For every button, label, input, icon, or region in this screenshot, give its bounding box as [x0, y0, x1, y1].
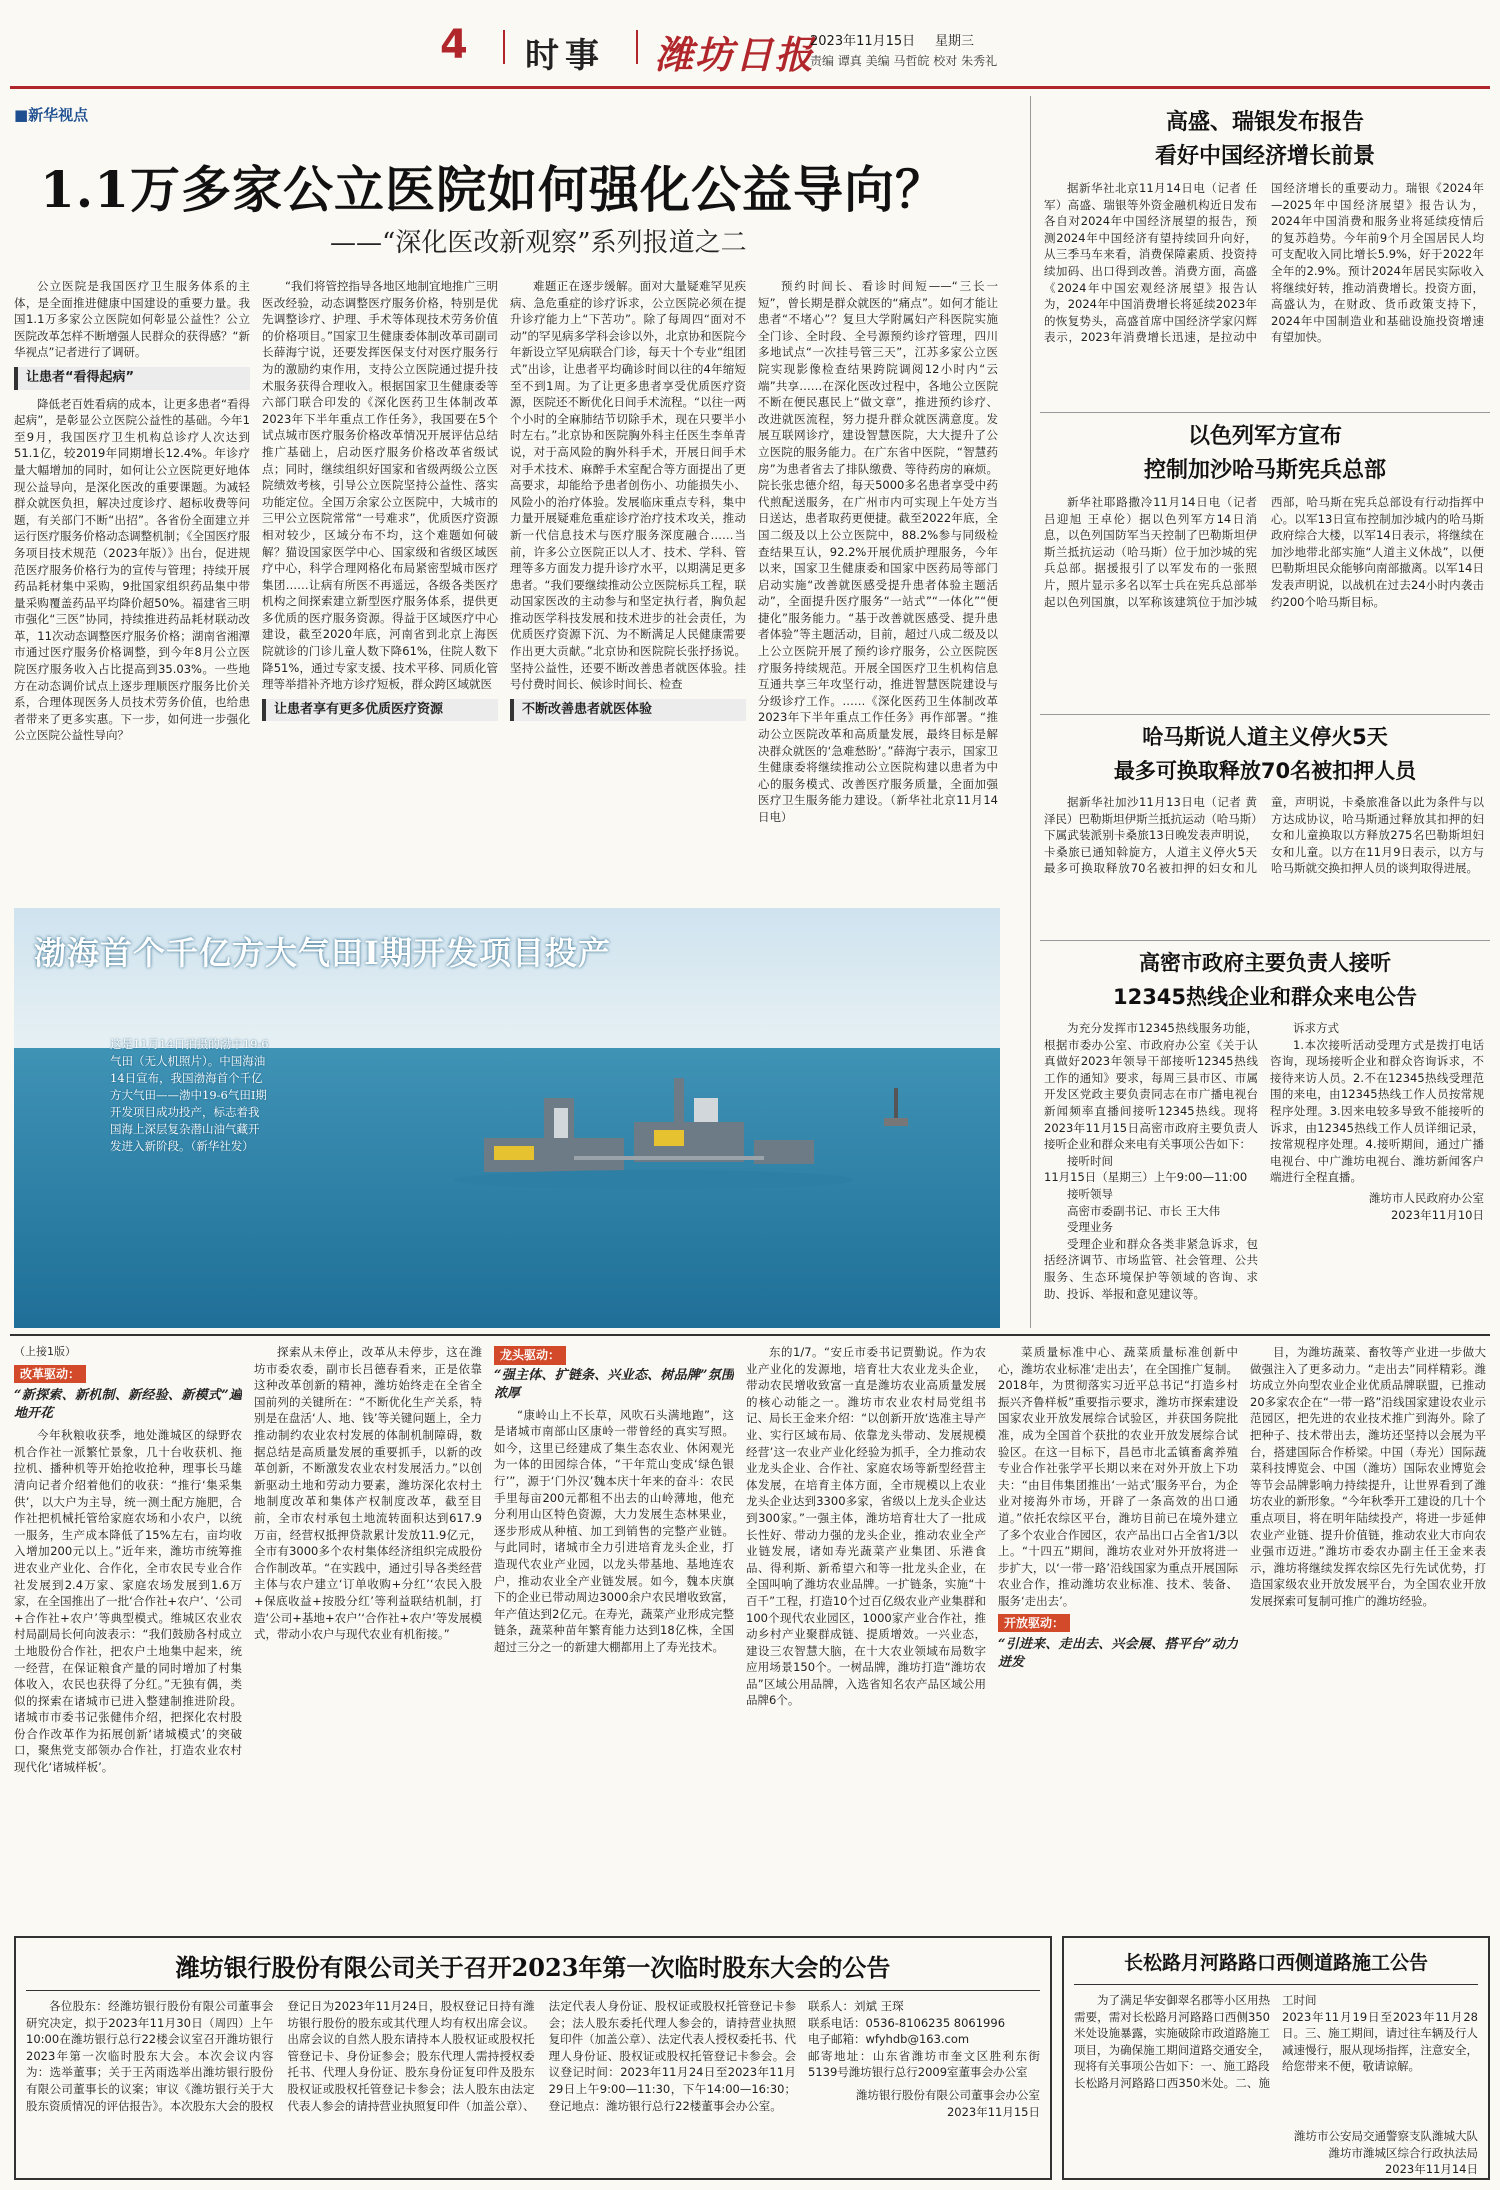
lead-text-col1: 降低老百姓看病的成本，让更多患者“看得起病”，是彰显公立医院公益性的基础。今年1至9月，我国医疗卫生机构总诊疗人次达到51.1亿，较2019年同期增长12.4%。年诊疗量大幅增加的同时，如何让公立医院更好地体现公益导向，是深化医改的重要课题。为减轻群众就医负担，解决过度诊疗、超标收费等问题，有关部门不断“出招”。各省份全面建立并运行医疗服务价格动态调整机制；《全国医疗服务项目技术规范（2023年版）》出台，促进规范医疗服务价格行为的宣传与管理；持续开展药品耗材集中采购，9批国家组织药品集中带量采购覆盖药品平均降价超50%。福建省三明市强化“三医”协同，持续推进药品耗材联动改革，11次动态调整医疗服务价格；湖南省湘潭市通过医疗服务价格调整，到今年8月公立医院医疗服务收入占比提高到35.03%。一些地方在动态调价试点上逐步理顺医疗服务比价关系，合理体现医务人员技术劳务价值，也给患者带来了更多实惠。下一步，如何进一步强化公立医院公益性导向？	[14, 396, 250, 743]
tag-reform: 改革驱动：	[14, 1365, 86, 1384]
lower-text-5a: 菜质量标准中心、蔬菜质量标准创新中心，潍坊农业标准‘走出去’，在全国推广复制。2018年，为贯彻落实习近平总书记“打造乡村振兴齐鲁样板”重要指示要求，潍坊市探索建设国家农业开放发展综合试验区，并获国务院批准，成为全国首个获批的农业开放发展综合试验区。在这一目标下，昌邑市北孟镇畜禽养殖专业合作社张学平长期以来在对外开放上下功夫：“由目伟集团推出‘一站式’服务平台，为企业对接海外市场，开辟了一条高效的出口通道。”依托农综区平台，潍坊目前已在境外建立了多个农业合作园区，农产品出口占全省1/3以上。“十四五”期间，潍坊农业对外开放将进一步扩大，以‘一带一路’沿线国家为重点开展国际农业合作，推动潍坊农业标准、技术、装备、服务‘走出去’。	[998, 1345, 1238, 1608]
lead-subtitle-1: 让患者“看得起病”	[14, 367, 250, 390]
lead-subtitle-3: 不断改善患者就医体验	[510, 699, 746, 722]
road-notice-title: 长松路月河路路口西侧道路施工公告	[1123, 1952, 1428, 1974]
masthead-divider-1	[503, 30, 505, 64]
lower-text-1: 今年秋粮收获季，地处潍城区的绿野农机合作社一派繁忙景象，几十台收获机、拖拉机、播种机等开始抢收抢种，理事长马雄清向记者介绍着他们的收获：“推行‘集采集供’，以大户为主导，统一测土配方施肥，合作社把机械托管给家庭农场和小农户，以统一服务，生产成本降低了15%左右，亩均收入增加200元以上。”近年来，潍坊市统筹推进农业产业化、合作化，全市农民专业合作社发展到2.4万家、家庭农场发展到1.6万家，在全国推出了一批‘合作社+农户’、‘公司+合作社+农户’等典型模式。维城区农业农村局副局长何向波表示：“我们鼓励各村成立土地股份合作社，把农户土地集中起来，统一经营，在保证粮食产量的同时增加了村集体收入，农民也获得了分红。”无独有偶，类似的探索在诸城市已进入整建制推进阶段。诸城市市委书记张健伟介绍，把探化农村股份合作改革作为拓展创新‘诸城模式’的突破口，聚焦党支部领办合作社，打造农业农村现代化‘诸城样板’。	[14, 1428, 242, 1775]
right1-headline: 高盛、瑞银发布报告 看好中国经济增长前景	[1154, 110, 1375, 169]
lead-intro: 公立医院是我国医疗卫生服务体系的主体，是全面推进健康中国建设的重要力量。我国1.1万多家公立医院如何彰显公益性？公立医院改革怎样不断增强人民群众的获得感？“新华视点”记者进行了调研。	[14, 279, 250, 360]
section-name: 时事	[525, 36, 605, 76]
tag-open-heading: “引进来、走出去、兴会展、搭平台”动力迸发	[998, 1637, 1238, 1671]
issue-date: 2023年11月15日	[810, 34, 916, 49]
right4-item-5: 受理业务	[1067, 1220, 1113, 1235]
bank-notice-contact: 联系人：刘斌 王琛 联系电话：0536-8106235 8061996 电子邮箱：wfyhdb@163.com 邮寄地址：山东省潍坊市奎文区胜利东街5139号潍坊银行总行2009室董事会办公室	[808, 1999, 1040, 2080]
right4-item-1: 接听时间	[1067, 1153, 1113, 1168]
lead-subhead: ——“深化医改新观察”系列报道之二	[330, 228, 747, 258]
right3-body: 据新华社加沙11月13日电（记者 黄泽民）巴勒斯坦伊斯兰抵抗运动（哈马斯）下属武装派别卡桑旅13日晚发表声明说，卡桑旅已通知斡旋方，人道主义停火5天最多可换取释放70名被扣押的妇女和儿童，声明说，卡桑旅准备以此为条件与以方达成协议，哈马斯通过释放其扣押的妇女和儿童换取以方释放275名巴勒斯坦妇女和儿童。以方在11月9日表示，以方与哈马斯就交换扣押人员的谈判取得进展。	[1044, 795, 1484, 876]
issue-weekday: 星期三	[935, 34, 975, 49]
right-column-rule	[1030, 96, 1031, 1328]
lower-col-1	[14, 1344, 242, 1924]
right4-item-4: 高密市委副书记、市长 王大伟	[1067, 1203, 1221, 1218]
editor-credits: 责编 谭真 美编 马哲皖 校对 朱秀礼	[810, 54, 998, 68]
lower-col-3	[494, 1344, 734, 1924]
right4-headline: 高密市政府主要负责人接听 12345热线企业和群众来电公告	[1112, 951, 1418, 1009]
column-tag: ■新华视点	[14, 106, 89, 124]
road-notice	[1062, 1936, 1490, 2180]
paper-logo: 潍坊日报	[655, 32, 816, 77]
right3-headline: 哈马斯说人道主义停火5天 最多可换取释放70名被扣押人员	[1113, 725, 1417, 783]
lower-col-6	[1250, 1344, 1486, 1924]
bank-notice-rule	[26, 1990, 1040, 1991]
right4-signature: 潍坊市人民政府办公室 2023年11月10日	[1369, 1190, 1484, 1222]
lead-headline: 1.1万多家公立医院如何强化公益导向？	[40, 160, 946, 219]
right4-body-right	[1270, 1020, 1484, 1324]
road-notice-signature: 潍坊市公安局交通警察支队潍城大队 潍坊市潍城区综合行政执法局 2023年11月14日	[1294, 2129, 1478, 2176]
lead-text-col3: 难题正在逐步缓解。面对大量疑难罕见疾病、急危重症的诊疗诉求，公立医院必须在提升诊疗能力上“下苦功”。除了每周四“面对不动”的罕见病多学科会诊以外，北京协和医院今年新设立罕见病联合门诊，每天十个专业“组团式”出诊，让患者平均确诊时间以往的4年缩短至不到1周。为了让更多患者享受优质医疗资源，医院还不断优化日间手术流程。“以往一两个小时的全麻肺结节切除手术，现在只要半小时左右。”北京协和医院胸外科主任医生李单青说，对于高风险的胸外科手术，开展日间手术对手术技术、麻醉手术室配合等方面提出了更高要求，却能给予患者创伤小、功能损失小、风险小的治疗体验。发展临床重点专科，集中力量开展疑难危重症诊疗治疗技术攻关，推动新一代信息技术与医疗服务深度融合……当前，许多公立医院正以人才、技术、学科、管理等多方面发力提升诊疗水平，以期满足更多患者。“我们要继续推动公立医院标兵工程，联动国家医改的主动参与和坚定执行者，胸负起推动医学科技发展和技术进步的社会责任，为优质医疗资源下沉、为不断满足人民健康需要作出更大贡献。”北京协和医院院长张抒扬说。坚持公益性，还要不断改善患者就医体验。挂号付费时间长、候诊时间长、检查	[510, 279, 746, 692]
lower-section-rule	[10, 1334, 1490, 1336]
right4-body-left	[1044, 1020, 1258, 1324]
lead-col-3	[510, 278, 746, 898]
right-divider-3	[1040, 940, 1490, 941]
photo-headline: 渤海首个千亿方大气田Ⅰ期开发项目投产	[34, 934, 611, 972]
right4-item-3: 接听领导	[1067, 1186, 1113, 1201]
right2-body: 新华社耶路撒冷11月14日电（记者 吕迎旭 王卓伦）据以色列军方14日消息，以色列国防军当天控制了巴勒斯坦伊斯兰抵抗运动（哈马斯）位于加沙城的宪兵总部。据援报引了以军发布的一张照片，照片显示多名以军士兵在宪兵总部举起以色列国旗，以军称该建筑位于加沙城西部，哈马斯在宪兵总部设有行动指挥中心。以军13日宣布控制加沙城内的哈马斯政府综合大楼，以军14日表示，将继续在加沙地带北部实施“人道主义休战”，以便巴勒斯坦民众能够向南部撤离。以军14日发表声明说，以战机在过去24小时内袭击约200个哈马斯目标。	[1044, 495, 1484, 609]
photo-block	[14, 908, 1000, 1328]
bank-notice-signature: 潍坊银行股份有限公司董事会办公室 2023年11月15日	[856, 2087, 1040, 2119]
right-divider-2	[1040, 714, 1490, 715]
lower-text-2: 探索从未停止，改革从未停步，这在潍坊市委农委，副市长吕德春看来，正是依靠这种改革创新的精神，潍坊始终走在全省全国前列的关键所在：“不断优化生产关系，特别是在盘活‘人、地、钱’等关键问题上，全力推动制约农业农村发展的体制机制障碍，数据总结是高质量发展的重要抓手，以新的改革创新，不断激发农业农村发展活力。”以创新驱动土地和劳动力要素，潍坊深化农村土地制度改革和集体产权制度改革，截至目前，全市农村承包土地流转面积达到617.9万亩，经营权抵押贷款累计发放11.9亿元，全市有3000多个农村集体经济组织完成股份合作制改革。“在实践中，通过引导各类经营主体与农户建立‘订单收购+分红’‘农民入股+保底收益+按股分红’等利益联结机制，打造‘公司+基地+农户’‘合作社+农户’等发展模式，带动小农户与现代农业有机衔接。”	[254, 1345, 482, 1642]
right4-item-2: 11月15日（星期三）上午9:00—11:00	[1044, 1170, 1248, 1185]
page-number: 4	[440, 22, 468, 68]
lead-text-col4: 预约时间长、看诊时间短——“三长一短”，曾长期是群众就医的“痛点”。如何才能让患者“不堵心”？复旦大学附属妇产科医院实施全门诊、全时段、全号源预约诊疗管理，四川多地试点“一次挂号管三天”，江苏多家公立医院实现影像检查结果跨院调阅12小时内“云端”共享……在深化医改过程中，各地公立医院不断在便民惠民上“做文章”，推进预约诊疗、改进就医流程，努力提升群众就医满意度。发展互联网诊疗，建设智慧医院，大大提升了公立医院的服务能力。在广东省中医院，“智慧药房”为患者省去了排队缴费、等待药房的麻烦。院长张忠德介绍，每天5000多名患者享受中药代煎配送服务，在广州市内可实现上午处方当日送达，患者取药更便捷。截至2022年底，全国二级及以上公立医院中，88.2%参与同级检查结果互认，92.2%开展优质护理服务，今年以来，国家卫生健康委和国家中医药局等部门启动实施“改善就医感受提升患者体验主题活动”，全面提升医疗服务“一站式”“一体化”“便捷化”服务能力。“基于改善就医感受、提升患者体验”等主题活动，目前，超过八成二级及以上公立医院开展了预约诊疗服务，公立医院医疗服务持续规范。开展全国医疗卫生机构信息互通共享三年攻坚行动，推进智慧医院建设与分级诊疗工作。……《深化医药卫生体制改革2023年下半年重点工作任务》再作部署。“推动公立医院改革和高质量发展，最终目标是解决群众就医的‘急难愁盼’。”薛海宁表示，国家卫生健康委将继续推动公立医院构建以患者为中心的服务模式、改善医疗服务质量，全面加强医疗卫生服务能力建设。（新华社北京11月14日电）	[758, 279, 998, 824]
lead-text-col2: “我们将管控指导各地区地制宜地推广三明医改经验，动态调整医疗服务价格，特别是优先调整诊疗、护理、手术等体现技术劳务价值的价格项目。”国家卫生健康委体制改革司副司长薛海宁说，还要发挥医保支付对医疗服务行为的激励约束作用，支持公立医院通过提升技术服务获得合理收入。根据国家卫生健康委等六部门联合印发的《深化医药卫生体制改革2023年下半年重点工作任务》，我国要在5个试点城市医疗服务价格改革情况开展评估总结推广基础上，启动医疗服务价格改革省级试点；同时，继续组织好国家和省级两级公立医院绩效考核，引导公立医院坚持公益性、落实功能定位。全国万余家公立医院中，大城市的三甲公立医院常常“一号难求”，优质医疗资源相对较少，区域分布不均，这个难题如何破解？猫设国家医学中心、国家级和省级区域医疗中心，科学合理网格化布局紧密型城市医疗集团……让病有所医不再遥远，各级各类医疗机构之间探索建立新型医疗服务体系，提供更多优质的医疗服务资源。得益于区域医疗中心建设，截至2020年底，河南省到北京上海医院就诊的门诊儿童人数下降61%，住院人数下降51%，通过专家支援、技术平移、同质化管理等举措补齐地方诊疗短板，群众跨区域就医	[262, 279, 498, 692]
right1-body: 据新华社北京11月14日电（记者 任军）高盛、瑞银等外资金融机构近日发布各自对2024年中国经济展望的报告，预测2024年中国经济有望持续回升向好，从三季马车来看，消费保障素质、投资持续加码、出口得到改善。消费方面，高盛《2024年中国宏观经济展望》报告认为，2024年中国消费增长将延续2023年的恢复势头，高盛首席中国经济学家闪辉表示，2023年消费增长迅速，是拉动中国经济增长的重要动力。瑞银《2024年—2025年中国经济展望》报告认为，2024年中国消费和服务业将延续疫情后的复苏趋势。今年前9个月全国居民人均可支配收入同比增长5.9%，好于2022年全年的2.9%。预计2024年居民实际收入将继续好转，推动消费增长。投资方面，高盛认为，在财政、货币政策支持下，2024年中国制造业和基础设施投资增速有望加快。	[1044, 181, 1484, 345]
lower-col-4	[746, 1344, 986, 1924]
bank-notice-contact-column	[808, 1998, 1040, 2174]
masthead-rule	[10, 86, 1490, 89]
road-notice-body: 为了满足华安御翠名郡等小区用热需要，需对长松路月河路路口西侧350米处设施暴露，实施破除市政道路施工项目，为确保施工期间道路交通安全，现将有关事项公告如下：一、施工路段 长松路月河路路口西350米处。二、施工时间 2023年11月19日至2023年11月28日。三、施工期间，请过往车辆及行人减速慢行，服从现场指挥，注意安全，给您带来不便，敬请谅解。	[1074, 1993, 1478, 2090]
lower-col-5	[998, 1344, 1238, 1924]
masthead	[0, 0, 1500, 76]
lower-col-2	[254, 1344, 482, 1924]
lower-text-6: 目，为潍坊蔬菜、畜牧等产业进一步做大做强注入了更多动力。“走出去”同样精彩。潍坊成立外向型农业企业优质品牌联盟，已推动20多家农企在“一带一路”沿线国家建设农业示范园区，把先进的农业技术推广到海外。除了把种子、技术带出去，潍坊还坚持以会展为平台，搭建国际合作桥梁。中国（寿光）国际蔬菜科技博览会、中国（潍坊）国际农业博览会等节会品牌影响力持续提升，让世界看到了潍坊农业的新形象。“今年秋季开工建设的几十个重点项目，将在明年陆续投产，将进一步延伸农业产业链、提升价值链，推动农业大市向农业强市迈进。”潍坊市委农办副主任王金来表示，潍坊将继续发挥农综区先行先试优势，打造国家级农业开放发展平台，为全国农业开放发展探索可复制可推广的潍坊经验。	[1250, 1345, 1486, 1608]
lead-col-1	[14, 278, 250, 898]
right-divider-1	[1040, 412, 1490, 413]
right2-headline: 以色列军方宣布 控制加沙哈马斯宪兵总部	[1143, 424, 1386, 483]
right4-intro: 为充分发挥市12345热线服务功能，根据市委办公室、市政府办公室《关于认真做好2023年领导干部接听12345热线工作的通知》要求，每周三县市区、市属开发区党政主要负责同志在市广播电视台新闻频率直播间接听12345热线。现将2023年11月15日高密市政府主要负责人接听企业和群众来电有关事项公告如下：	[1044, 1021, 1258, 1152]
tag-reform-heading: “新探索、新机制、新经验、新模式”遍地开花	[14, 1388, 242, 1422]
right4-item-7: 诉求方式	[1293, 1021, 1339, 1035]
lead-col-2	[262, 278, 498, 898]
tag-leader-heading: “强主体、扩链条、兴业态、树品牌”氛围浓厚	[494, 1367, 734, 1401]
lower-text-4: 东的1/7。“安丘市委书记贾勤说。作为农业产业化的发源地，培育壮大农业龙头企业，带动农民增收致富一直是潍坊农业高质量发展的核心动能之一。潍坊市农业农村局党组书记、局长王金来介绍：“以创新开放‘选准主导产业、实行区域布局、依靠龙头带动、发展规模经营’这一农业产业化经验为抓手，全力推动农业龙头企业、合作社、家庭农场等新型经营主体发展，在培育主体方面，全市规模以上农业龙头企业达到3300多家，省级以上龙头企业达到300家。”一强主体，潍坊培育壮大了一批成长性好、带动力强的龙头企业，推动农业全产业链发展，诸如寿光蔬菜产业集团、乐港食品、得利斯、新希望六和等一批龙头企业，在全国叫响了潍坊农业品牌。一扩链条，实施“十百千”工程，打造10个过百亿级农业产业集群和100个现代农业园区，1000家产业合作社，推动乡村产业聚群成链、提质增效。一兴业态，建设三农智慧大脑，在十大农业领域布局数字应用场景150个。一树品牌，潍坊打造“潍坊农品”区域公用品牌，入选省知名农产品区域公用品牌6个。	[746, 1345, 986, 1708]
lead-col-4	[758, 278, 998, 898]
bank-notice-title: 潍坊银行股份有限公司关于召开2023年第一次临时股东大会的公告	[175, 1953, 891, 1982]
bank-notice-body: 各位股东：经潍坊银行股份有限公司董事会研究决定，拟于2023年11月30日（周四）上午10:00在潍坊银行总行22楼会议室召开潍坊银行2023年第一次临时股东大会。本次会议内容为：选举董事；关于王芮雨选举出潍坊银行股份有限公司董事长的议案；审议《潍坊银行关于大股东资质情况的评估报告》。本次股东大会的股权登记日为2023年11月24日，股权登记日持有潍坊银行股份的股东或其代理人均有权出席会议。出席会议的自然人股东请持本人股权证或股权托管登记卡、身份证参会；股东代理人需持授权委托书、代理人身份证、股东身份证复印件及股东股权证或股权托管登记卡参会；法人股东由法定代表人参会的请持营业执照复印件（加盖公章）、法定代表人身份证、股权证或股权托管登记卡参会；法人股东委托代理人参会的，请持营业执照复印件（加盖公章）、法定代表人授权委托书、代理人身份证、股权证或股权托管登记卡参会。会议登记时间：2023年11月24日至2023年11月29日上午9:00—11:30，下午14:00—16:30；登记地点：潍坊银行总行22楼董事会办公室。	[26, 1999, 796, 2113]
masthead-divider-2	[636, 30, 638, 64]
right4-rules: 1.本次接听活动受理方式是拨打电话咨询，现场接听企业和群众咨询诉求，不接待来访人员。2.不在12345热线受理范围的来电，由12345热线工作人员按常规程序处理。3.因来电较多导致不能接听的诉求，由12345热线工作人员详细记录，按常规程序处理。4.接听期间，通过广播电视台、中广潍坊电视台、潍坊新闻客户端进行全程直播。	[1270, 1037, 1484, 1185]
tag-open: 开放驱动：	[998, 1614, 1070, 1633]
tag-leader: 龙头驱动：	[494, 1346, 566, 1365]
lower-text-3: “康岭山上不长草，风吹石头满地跑”，这是诸城市南部山区康岭一带曾经的真实写照。如今，这里已经建成了集生态农业、休闲观光为一体的田园综合体，“干年荒山变成‘绿色银行’”，源于‘门外汉’魏本庆十年来的奋斗：农民手里每亩200元都租不出去的山岭薄地，他充分利用山区特色资源，大力发展生态林果业，逐步形成从种植、加工到销售的完整产业链。与此同时，诸城市全力引进培育龙头企业，打造现代农业产业园，以龙头带基地、基地连农户，推动农业全产业链发展。如今，魏本庆旗下的企业已带动周边3000余户农民增收致富，年产值达到2亿元。在寿光，蔬菜产业形成完整链条，蔬菜种苗年繁育能力达到18亿株，全国超过三分之一的新建大棚都用上了寿光技术。	[494, 1407, 734, 1654]
continued-note: （上接1版）	[14, 1345, 76, 1358]
right4-item-6: 受理企业和群众各类非紧急诉求，包括经济调节、市场监管、社会管理、公共服务、生态环境保护等领域的咨询、求助、投诉、举报和意见建议等。	[1044, 1236, 1258, 1301]
road-notice-rule	[1074, 1984, 1478, 1985]
lead-subtitle-2: 让患者享有更多优质医疗资源	[262, 699, 498, 722]
photo-caption: 这是11月14日拍摄的渤中19-6气田（无人机照片）。中国海油14日宣布，我国渤海首个千亿方大气田——渤中19-6气田Ⅰ期开发项目成功投产，标志着我国海上深层复杂潜山油气藏开发进入新阶段。（新华社发）	[110, 1037, 269, 1153]
bank-notice	[14, 1936, 1052, 2180]
